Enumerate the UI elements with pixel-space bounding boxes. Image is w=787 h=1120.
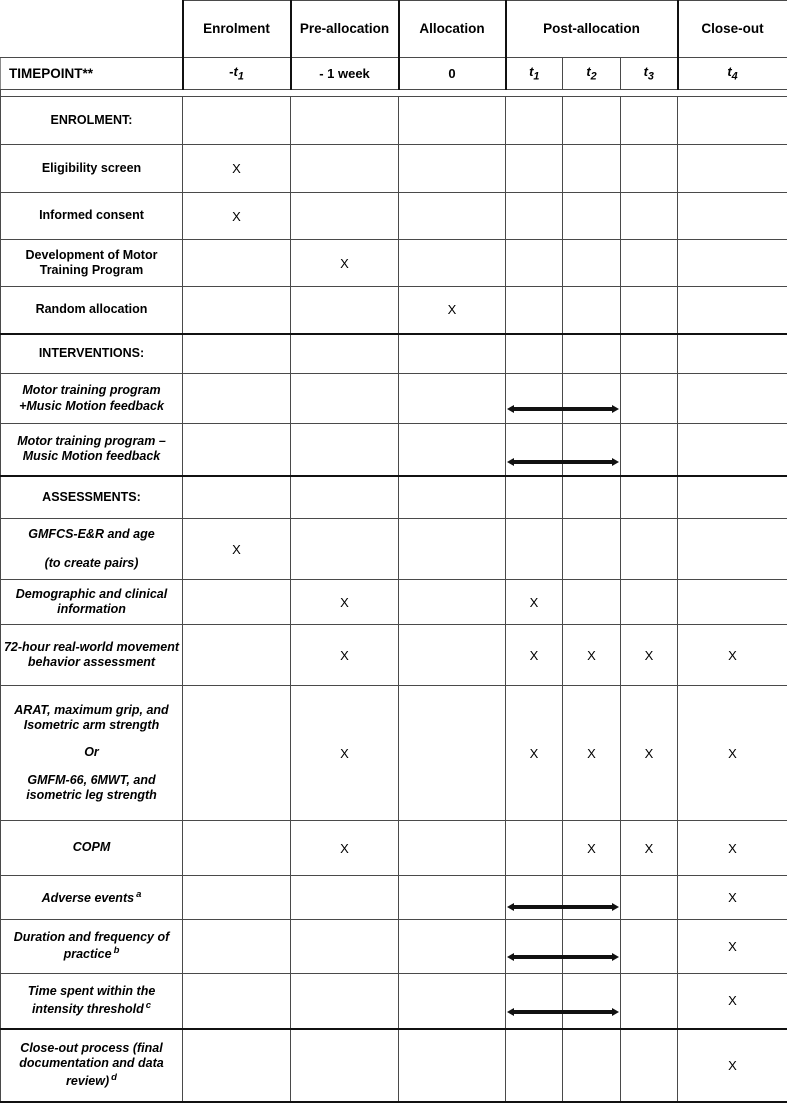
footnote-marker-a: a — [136, 888, 142, 900]
cell-alloc — [399, 686, 506, 821]
cell-prealloc — [291, 580, 399, 625]
x-mark: X — [232, 541, 241, 557]
x-mark: X — [644, 647, 654, 663]
cell-alloc — [399, 374, 506, 424]
cell-t4 — [678, 876, 787, 920]
cell-t2 — [563, 374, 621, 424]
cell-enrolment — [183, 240, 291, 287]
cell-t4 — [678, 476, 787, 519]
row-label-motor-training-plus-feedback: Motor training program +Music Motion feedback — [1, 374, 183, 424]
duration-practice-text: Duration and frequency of practice — [13, 930, 170, 962]
cell-t1 — [506, 145, 563, 193]
cell-prealloc — [291, 519, 399, 580]
cell-t3 — [621, 97, 678, 145]
x-mark: X — [728, 890, 737, 905]
x-mark: X — [728, 993, 737, 1009]
arat-line2: GMFM-66, 6MWT, and isometric leg strength — [26, 772, 157, 802]
cell-enrolment — [183, 920, 291, 974]
footnote-marker-d: d — [111, 1071, 117, 1083]
table-row — [1, 625, 787, 686]
cell-prealloc — [291, 145, 399, 193]
x-mark: X — [340, 647, 349, 663]
cell-enrolment — [183, 625, 291, 686]
cell-prealloc — [291, 686, 399, 821]
row-label-duration-frequency-practice — [1, 920, 183, 974]
cell-enrolment — [183, 287, 291, 334]
cell-enrolment — [183, 193, 291, 240]
cell-t1 — [506, 240, 563, 287]
cell-t4 — [678, 974, 787, 1029]
cell-t4 — [678, 287, 787, 334]
x-mark: X — [644, 745, 654, 761]
cell-t2 — [563, 145, 621, 193]
x-mark: X — [587, 745, 596, 761]
cell-t1 — [506, 334, 563, 374]
header-group-pre-allocation: Pre-allocation — [291, 1, 399, 58]
cell-t1 — [506, 821, 563, 876]
table-row — [1, 334, 787, 374]
cell-t3 — [621, 193, 678, 240]
cell-alloc — [399, 1029, 506, 1102]
cell-alloc — [399, 876, 506, 920]
table-row — [1, 476, 787, 519]
cell-enrolment — [183, 424, 291, 476]
x-mark: X — [529, 647, 539, 663]
cell-t3 — [621, 519, 678, 580]
table-row — [1, 686, 787, 821]
cell-t2 — [563, 424, 621, 476]
cell-enrolment — [183, 476, 291, 519]
row-label-development-motor-training-program: Development of Motor Training Program — [1, 240, 183, 287]
cell-t4 — [678, 374, 787, 424]
cell-t4 — [678, 145, 787, 193]
cell-alloc — [399, 625, 506, 686]
cell-t1 — [506, 193, 563, 240]
x-mark: X — [728, 840, 737, 856]
cell-t1 — [506, 686, 563, 821]
cell-t4 — [678, 424, 787, 476]
header-group-allocation: Allocation — [399, 1, 506, 58]
cell-alloc — [399, 424, 506, 476]
cell-t4 — [678, 1029, 787, 1102]
cell-t1 — [506, 424, 563, 476]
cell-t1 — [506, 519, 563, 580]
row-label-eligibility-screen: Eligibility screen — [1, 145, 183, 193]
arat-or: Or — [84, 745, 99, 760]
x-mark: X — [587, 840, 596, 856]
row-label-random-allocation: Random allocation — [1, 287, 183, 334]
cell-t3 — [621, 876, 678, 920]
cell-prealloc — [291, 424, 399, 476]
cell-t4 — [678, 920, 787, 974]
x-mark: X — [728, 647, 737, 663]
cell-t4 — [678, 580, 787, 625]
cell-t4 — [678, 821, 787, 876]
x-mark: X — [340, 255, 349, 271]
row-label-72-hour-movement-behavior-assessment: 72-hour real-world movement behavior assessment — [1, 625, 183, 686]
cell-t1 — [506, 974, 563, 1029]
cell-alloc — [399, 193, 506, 240]
row-label-gmfcs-er-and-age — [1, 519, 183, 580]
cell-t3 — [621, 974, 678, 1029]
cell-alloc — [399, 920, 506, 974]
cell-enrolment — [183, 334, 291, 374]
footnote-marker-c: c — [145, 999, 152, 1011]
closeout-line1: Close-out process (final — [20, 1041, 163, 1056]
gmfcs-line1: GMFCS-E&R and age — [28, 527, 155, 542]
cell-prealloc — [291, 193, 399, 240]
row-label-copm: COPM — [1, 821, 183, 876]
cell-prealloc — [291, 625, 399, 686]
timepoint-pre-allocation: - 1 week — [291, 58, 399, 90]
row-label-close-out-process — [1, 1029, 183, 1102]
cell-t4 — [678, 240, 787, 287]
x-mark: X — [728, 939, 737, 954]
cell-alloc — [399, 97, 506, 145]
cell-t1 — [506, 97, 563, 145]
cell-t3 — [621, 374, 678, 424]
gmfcs-line2: (to create pairs) — [44, 555, 139, 570]
cell-t2 — [563, 974, 621, 1029]
table-row — [1, 240, 787, 287]
cell-t2 — [563, 876, 621, 920]
timepoint-t4: $t_4$ — [678, 58, 787, 90]
table-row — [1, 97, 787, 145]
cell-alloc — [399, 145, 506, 193]
cell-t2 — [563, 1029, 621, 1102]
cell-enrolment — [183, 821, 291, 876]
cell-enrolment — [183, 686, 291, 821]
cell-t1 — [506, 374, 563, 424]
cell-prealloc — [291, 476, 399, 519]
table-row — [1, 424, 787, 476]
timepoint-row — [1, 58, 787, 90]
footnote-marker-b: b — [113, 945, 120, 957]
cell-prealloc — [291, 334, 399, 374]
cell-t3 — [621, 580, 678, 625]
x-mark: X — [232, 208, 241, 224]
row-label-demographic-clinical-information: Demographic and clinical information — [1, 580, 183, 625]
cell-alloc — [399, 240, 506, 287]
table-head — [1, 1, 787, 90]
cell-t4 — [678, 334, 787, 374]
cell-t3 — [621, 476, 678, 519]
cell-t4 — [678, 97, 787, 145]
x-mark: X — [340, 594, 349, 610]
timepoint-t2: $t_2$ — [563, 58, 621, 90]
x-mark: X — [529, 745, 539, 761]
table-row — [1, 580, 787, 625]
cell-prealloc — [291, 821, 399, 876]
cell-prealloc — [291, 876, 399, 920]
cell-t3 — [621, 821, 678, 876]
cell-t2 — [563, 97, 621, 145]
timepoint-allocation: 0 — [399, 58, 506, 90]
section-heading-assessments: ASSESSMENTS: — [1, 476, 183, 519]
cell-t2 — [563, 519, 621, 580]
cell-enrolment — [183, 580, 291, 625]
cell-t3 — [621, 240, 678, 287]
cell-t1 — [506, 580, 563, 625]
table-row — [1, 287, 787, 334]
x-mark: X — [587, 647, 596, 663]
cell-t1 — [506, 1029, 563, 1102]
x-mark: X — [644, 840, 654, 856]
table-row — [1, 374, 787, 424]
cell-alloc — [399, 287, 506, 334]
adverse-events-text: Adverse events — [41, 890, 135, 905]
cell-prealloc — [291, 374, 399, 424]
cell-t4 — [678, 519, 787, 580]
cell-prealloc — [291, 1029, 399, 1102]
cell-prealloc — [291, 287, 399, 334]
header-group-post-allocation: Post-allocation — [506, 1, 678, 58]
x-mark: X — [728, 1057, 737, 1073]
header-group-close-out: Close-out — [678, 1, 787, 58]
cell-alloc — [399, 519, 506, 580]
closeout-line2: documentation and data — [19, 1056, 164, 1071]
table-row — [1, 519, 787, 580]
row-label-adverse-events — [1, 876, 183, 920]
cell-enrolment — [183, 145, 291, 193]
header-corner-blank — [1, 1, 183, 58]
cell-alloc — [399, 334, 506, 374]
timepoint-t1: $t_1$ — [506, 58, 563, 90]
cell-t4 — [678, 686, 787, 821]
row-label-time-within-intensity-threshold — [1, 974, 183, 1029]
cell-t2 — [563, 240, 621, 287]
cell-enrolment — [183, 97, 291, 145]
cell-alloc — [399, 580, 506, 625]
section-heading-interventions: INTERVENTIONS: — [1, 334, 183, 374]
timepoint-t3: $t_3$ — [621, 58, 678, 90]
cell-t4 — [678, 625, 787, 686]
cell-t1 — [506, 876, 563, 920]
cell-prealloc — [291, 240, 399, 287]
cell-t1 — [506, 920, 563, 974]
x-mark: X — [340, 840, 349, 856]
intensity-threshold-text: Time spent within the intensity threshold — [27, 984, 156, 1016]
cell-t3 — [621, 686, 678, 821]
cell-t4 — [678, 193, 787, 240]
cell-prealloc — [291, 97, 399, 145]
row-label-motor-training-minus-feedback: Motor training program –Music Motion feedback — [1, 424, 183, 476]
row-label-arat-or-gmfm — [1, 686, 183, 821]
cell-t3 — [621, 145, 678, 193]
cell-prealloc — [291, 974, 399, 1029]
table-body — [1, 90, 787, 1102]
cell-t2 — [563, 686, 621, 821]
cell-enrolment — [183, 876, 291, 920]
cell-t3 — [621, 920, 678, 974]
cell-t2 — [563, 821, 621, 876]
cell-enrolment — [183, 1029, 291, 1102]
cell-alloc — [399, 974, 506, 1029]
table-row — [1, 821, 787, 876]
table-row — [1, 920, 787, 974]
separator-rule — [1, 90, 787, 97]
cell-t2 — [563, 193, 621, 240]
cell-t1 — [506, 287, 563, 334]
x-mark: X — [728, 745, 737, 761]
table-row — [1, 974, 787, 1029]
closeout-line3 — [1, 1072, 182, 1089]
cell-alloc — [399, 476, 506, 519]
cell-enrolment — [183, 374, 291, 424]
cell-enrolment — [183, 519, 291, 580]
cell-t1 — [506, 625, 563, 686]
closeout-line3-text: review) — [66, 1073, 110, 1088]
cell-t3 — [621, 1029, 678, 1102]
cell-t3 — [621, 625, 678, 686]
x-mark: X — [529, 594, 539, 610]
cell-t2 — [563, 625, 621, 686]
timepoint-row-label: TIMEPOINT** — [1, 58, 183, 90]
timepoint-enrolment: $-t_1$ — [183, 58, 291, 90]
cell-t2 — [563, 580, 621, 625]
section-heading-enrolment: ENROLMENT: — [1, 97, 183, 145]
table-row — [1, 876, 787, 920]
cell-enrolment — [183, 974, 291, 1029]
cell-t2 — [563, 287, 621, 334]
header-body-separator — [1, 90, 787, 97]
table-row — [1, 145, 787, 193]
cell-prealloc — [291, 920, 399, 974]
cell-t2 — [563, 476, 621, 519]
table-row — [1, 1029, 787, 1102]
x-mark: X — [340, 745, 349, 761]
x-mark: X — [447, 302, 457, 318]
cell-t3 — [621, 334, 678, 374]
header-group-enrolment: Enrolment — [183, 1, 291, 58]
header-group-row — [1, 1, 787, 58]
x-mark: X — [232, 161, 241, 176]
row-label-informed-consent: Informed consent — [1, 193, 183, 240]
cell-t2 — [563, 920, 621, 974]
cell-t2 — [563, 334, 621, 374]
cell-t3 — [621, 287, 678, 334]
table-row — [1, 193, 787, 240]
cell-alloc — [399, 821, 506, 876]
arat-line1: ARAT, maximum grip, and Isometric arm strength — [14, 702, 169, 733]
cell-t3 — [621, 424, 678, 476]
cell-t1 — [506, 476, 563, 519]
